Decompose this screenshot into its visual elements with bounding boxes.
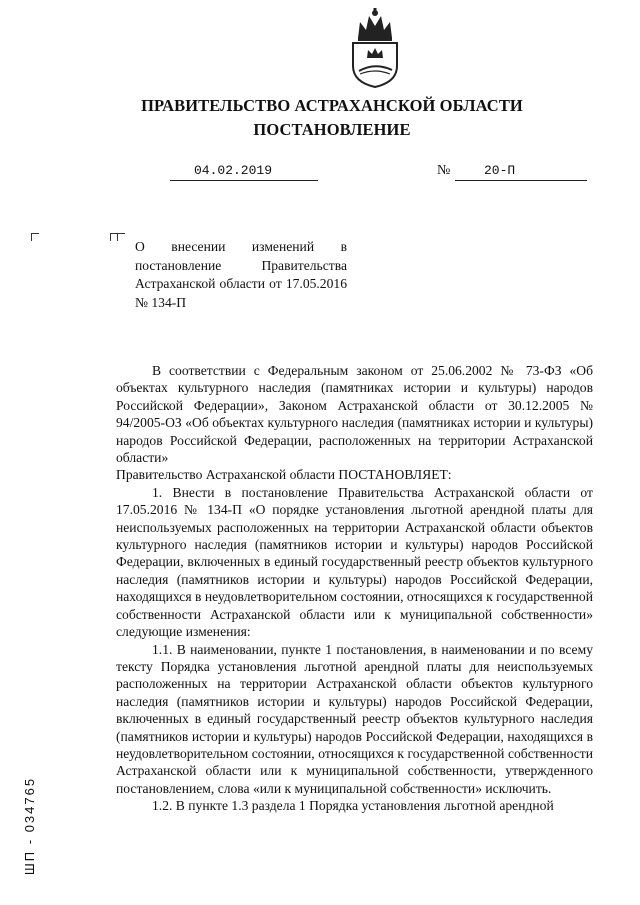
document-subject: О внесении изменений в постановление Правительства Астраханской области от 17.05.2016 № 134-П [135, 239, 347, 310]
item-1-paragraph: 1. Внести в постановление Правительства Астраханской области от 17.05.2016 № 134-П «О порядке установления льготной арендной платы для неиспользуемых расположенных на территории Астраханской области объектов культурного наследия (памятников истории и культуры) народов Российской Федерации, включенных в единый государственный реестр объектов культурного наследия (памятников истории и культуры) народов Российской Федерации, находящихся в неудовлетворительном состоянии, относящихся к государственной собственности Астраханской области или к муниципальной собственности» следующие изменения: [116, 484, 593, 640]
corner-mark [31, 233, 39, 241]
coat-of-arms-icon [348, 8, 402, 88]
document-body [116, 362, 593, 815]
number-label: № [437, 163, 451, 178]
document-date: 04.02.2019 [194, 163, 273, 178]
document-number: 20-П [484, 163, 516, 178]
document-type: ПОСТАНОВЛЕНИЕ [253, 120, 411, 139]
organization-name: ПРАВИТЕЛЬСТВО АСТРАХАНСКОЙ ОБЛАСТИ [141, 96, 523, 115]
serial-number-stamp: ШП - 034765 [22, 776, 37, 876]
number-underline [455, 180, 587, 181]
item-1-2-paragraph: 1.2. В пункте 1.3 раздела 1 Порядка установления льготной арендной [152, 798, 554, 814]
corner-mark [117, 233, 125, 241]
resolves-line: Правительство Астраханской области ПОСТАНОВЛЯЕТ: [116, 467, 452, 483]
item-1-1-paragraph: 1.1. В наименовании, пункте 1 постановления, в наименовании и по всему тексту Порядка установления льготной арендной платы для неиспользуемых расположенных на территории Астраханской области объектов культурного наследия (памятников истории и культуры) народов Российской Федерации, включенных в единый государственный реестр объектов культурного наследия (памятников истории и культуры) народов Российской Федерации, находящихся в неудовлетворительном состоянии, относящихся к государственной собственности Астраханской области или к муниципальной собственности, утвержденного постановлением, слова «или к муниципальной собственности» исключить. [116, 641, 593, 796]
preamble-paragraph: В соответствии с Федеральным законом от 25.06.2002 № 73-ФЗ «Об объектах культурного наследия (памятниках истории и культуры) народов Российской Федерации», Законом Астраханской области от 30.12.2005 № 94/2005-ОЗ «Об объектах культурного наследия (памятниках истории и культуры) народов Российской Федерации, расположенных на территории Астраханской области» [116, 363, 593, 466]
date-underline [170, 180, 318, 181]
